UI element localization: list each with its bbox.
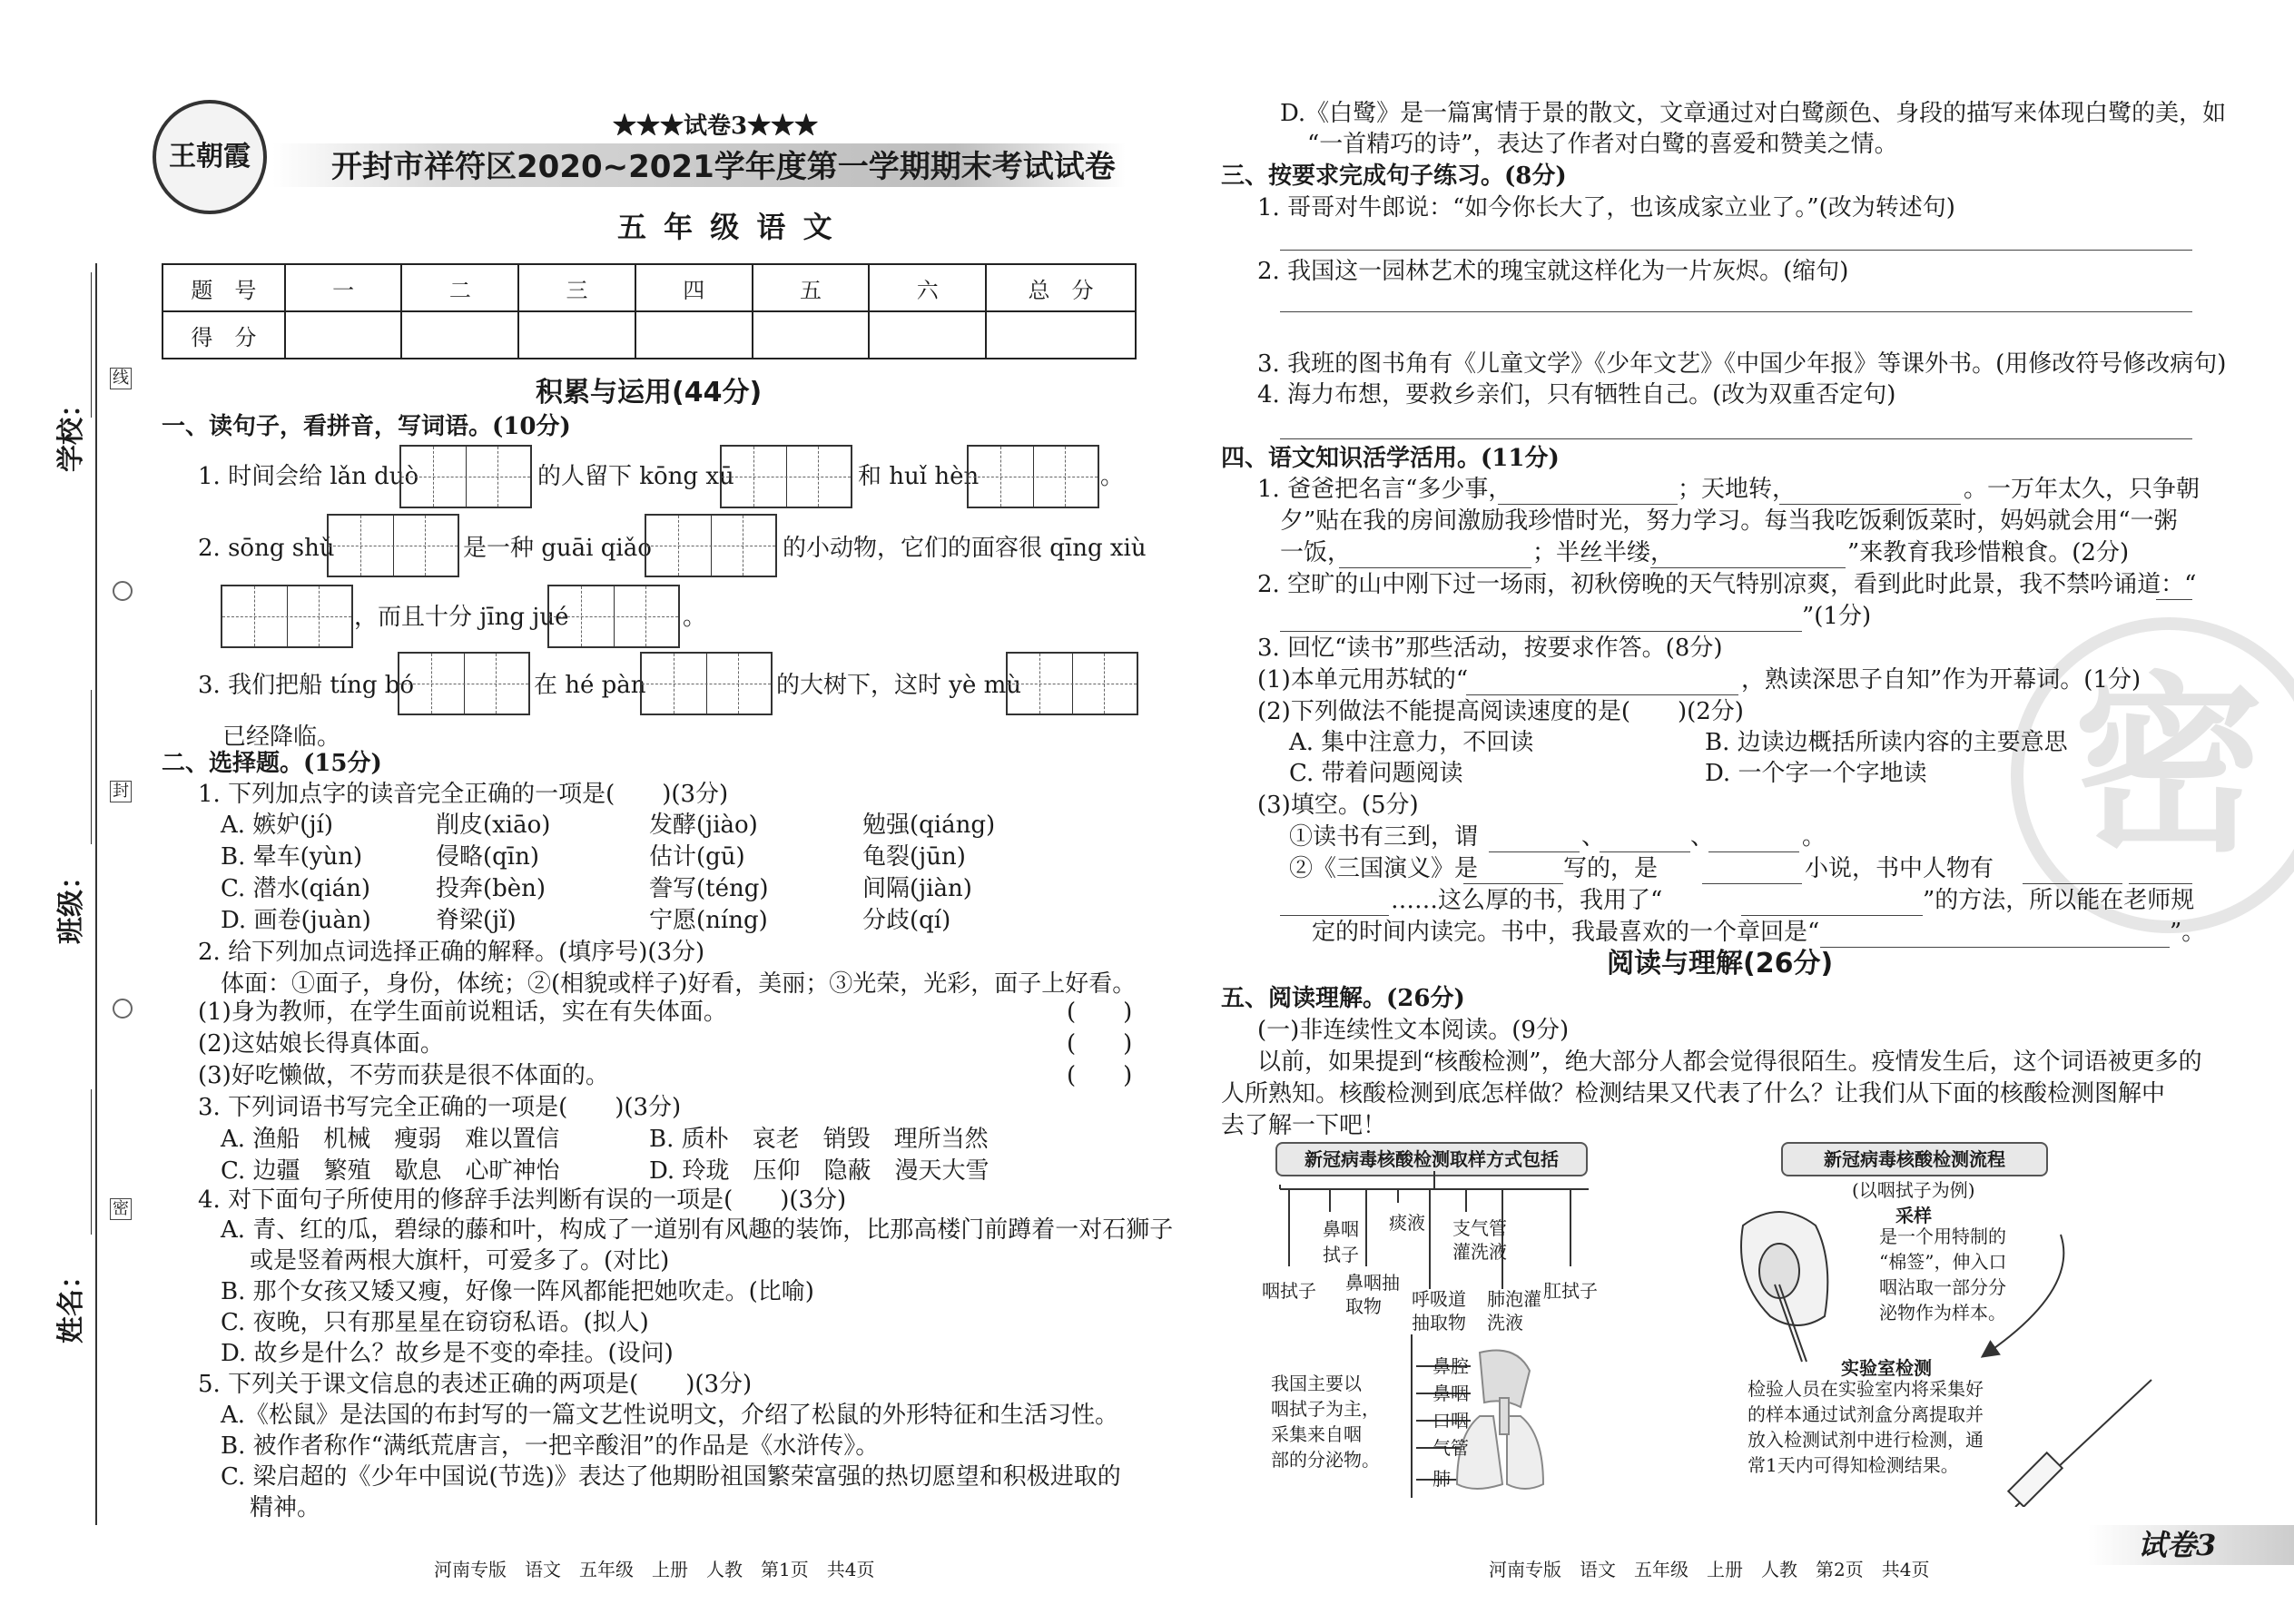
- sample-method: 肺泡灌洗液: [1487, 1288, 1541, 1334]
- sample-method: 痰液: [1389, 1212, 1425, 1234]
- answer-paren[interactable]: ( ): [1067, 1030, 1133, 1058]
- note-line: 咽拭子为主，: [1271, 1398, 1380, 1420]
- q3-3: 3. 我班的图书角有《儿童文学》《少年文艺》《中国少年报》等课外书。(用修改符号修改病句): [1257, 350, 2227, 378]
- organ-label: 肺: [1433, 1468, 1451, 1490]
- q1-line1c: 和 huǐ hèn: [858, 463, 980, 490]
- sample-method: 咽拭子: [1262, 1280, 1316, 1302]
- brand-logo: 王朝霞: [153, 100, 267, 214]
- passage-line: 去了解一下吧！: [1221, 1112, 1387, 1139]
- footer-left: 河南专版 语文 五年级 上册 人教 第1页 共4页: [434, 1559, 875, 1580]
- option: C. 夜晚，只有那星星在窃窃私语。(拟人): [221, 1309, 649, 1336]
- q1-line2b: 是一种 guāi qiǎo: [463, 535, 652, 562]
- fill-blank[interactable]: [1466, 694, 1738, 695]
- fill2b: 写的，是: [1563, 855, 1659, 882]
- char-box[interactable]: [1006, 652, 1138, 715]
- option: 估计(gū): [649, 843, 745, 871]
- q4-3-3: (3)填空。(5分): [1257, 792, 1419, 819]
- option: A. 嫉妒(jí): [221, 812, 333, 839]
- answer-line[interactable]: [1280, 250, 2192, 251]
- q3-1: 1. 哥哥对牛郎说：“如今你长大了，也该成家立业了。”(改为转述句): [1257, 194, 1955, 221]
- fill-blank[interactable]: [1600, 851, 1690, 852]
- score-cell[interactable]: [285, 311, 402, 359]
- char-box[interactable]: [720, 445, 852, 508]
- subject-title: 五 年 级 语 文: [617, 210, 836, 244]
- option: C. 带着问题阅读: [1289, 760, 1463, 787]
- fill-blank[interactable]: [1339, 567, 1531, 568]
- fill3b: ”的方法，所以能在老师规: [1923, 887, 2195, 914]
- option: 勉强(qiáng): [862, 812, 996, 839]
- q4-2b: ”(1分): [1802, 603, 1872, 630]
- option: 发酵(jiào): [649, 812, 758, 839]
- q5-sub: (一)非连续性文本阅读。(9分): [1257, 1017, 1570, 1044]
- q4-3-1b: ，熟读深思子自知”作为开幕词。(1分): [1741, 666, 2141, 694]
- char-box[interactable]: [640, 652, 773, 715]
- score-cell[interactable]: [986, 311, 1136, 359]
- q3-4: 4. 海力布想，要救乡亲们，只有牺牲自己。(改为双重否定句): [1257, 381, 1896, 408]
- q1-line2a: 2. sōng shǔ: [198, 535, 335, 562]
- q4-1f: ；半丝半缕，: [1532, 539, 1675, 566]
- option-cont: 精神。: [250, 1494, 321, 1521]
- school-label: 学校：: [55, 390, 87, 472]
- q4-3-2: (2)下列做法不能提高阅读速度的是( )(2分): [1257, 698, 1744, 725]
- option: C. 边疆 繁殖 歇息 心旷神怡: [221, 1157, 560, 1185]
- note-line: 采集来自咽: [1271, 1423, 1362, 1445]
- score-cell[interactable]: [635, 311, 753, 359]
- option: B. 那个女孩又矮又瘦，好像一阵风都能把她吹走。(比喻): [221, 1278, 814, 1305]
- q4-3-1a: (1)本单元用苏轼的“: [1257, 666, 1469, 694]
- option: A. 青、红的瓜，碧绿的藤和叶，构成了一道别有风趣的装饰，比那高楼门前蹲着一对石狮子: [221, 1216, 1174, 1244]
- q4-1e: 一饭，: [1280, 539, 1352, 566]
- sample-method: 支气管灌洗液: [1452, 1217, 1507, 1263]
- score-cell[interactable]: [518, 311, 635, 359]
- step-line: 泌物作为样本。: [1879, 1302, 2006, 1324]
- organ-label: 鼻咽: [1433, 1383, 1469, 1404]
- step2-title: 实验室检测: [1841, 1357, 1932, 1379]
- q2-s4: 4. 对下面句子所使用的修辞手法判断有误的一项是( )(3分): [198, 1186, 847, 1214]
- option: 龟裂(jūn): [862, 843, 966, 871]
- fill-blank[interactable]: [1280, 915, 1389, 916]
- paper-tag: 试卷3: [2138, 1528, 2217, 1562]
- option: 侵略(qīn): [436, 843, 539, 871]
- q4-3: 3. 回忆“读书”那些活动，按要求作答。(8分): [1257, 635, 1723, 662]
- series-label: ★★★试卷3★★★: [613, 113, 819, 140]
- score-table: 题 号 一 二 三 四 五 六 总 分 得 分: [162, 263, 1137, 359]
- fill-blank[interactable]: [2156, 599, 2192, 600]
- fill-blank[interactable]: [1463, 883, 1563, 884]
- step-line: 检验人员在实验室内将采集好: [1748, 1378, 1984, 1400]
- q2-s5-d: D.《白鹭》是一篇寓情于景的散文，文章通过对白鹭颜色、身段的描写来体现白鹭的美，如: [1280, 100, 2227, 127]
- q5-heading: 五、阅读理解。(26分): [1221, 985, 1465, 1012]
- fill-blank[interactable]: [1280, 631, 1802, 632]
- option: 脊梁(jǐ): [436, 907, 517, 934]
- fill3a: ……这么厚的书，我用了“: [1391, 887, 1663, 914]
- char-box[interactable]: [547, 585, 680, 648]
- option: D. 一个字一个字地读: [1705, 760, 1927, 787]
- binding-hole-1: [113, 581, 133, 601]
- q1-line4c: 的大树下，这时 yè mù: [776, 672, 1022, 699]
- sample-method: 鼻咽抽取物: [1345, 1272, 1400, 1317]
- q2-heading: 二、选择题。(15分): [162, 750, 382, 777]
- option: C. 梁启超的《少年中国说(节选)》表达了他期盼祖国繁荣富强的热切愿望和积极进取的: [221, 1463, 1121, 1491]
- fill1c: 、: [1690, 823, 1715, 851]
- q2-s3: 3. 下列词语书写完全正确的一项是( )(3分): [198, 1094, 682, 1121]
- q1-line1d: 。: [1100, 463, 1125, 490]
- step-line: “棉签”，伸入口: [1879, 1251, 2007, 1273]
- fill-blank[interactable]: [2023, 883, 2122, 884]
- char-box[interactable]: [221, 585, 353, 648]
- q1-line2c: 的小动物，它们的面容很 qīng xiù: [783, 535, 1147, 562]
- option: B. 晕车(yùn): [221, 843, 363, 871]
- score-cell[interactable]: [753, 311, 870, 359]
- q1-line1b: 的人留下 kōng xū: [537, 463, 734, 490]
- option: C. 潜水(qián): [221, 875, 370, 902]
- score-cell[interactable]: [401, 311, 518, 359]
- fill2c: 小说，书中人物有: [1805, 855, 1994, 882]
- note-line: 部的分泌物。: [1271, 1449, 1380, 1471]
- char-box[interactable]: [967, 445, 1099, 508]
- section-title-1: 积累与运用(44分): [536, 377, 763, 408]
- score-cell[interactable]: [869, 311, 986, 359]
- q4-heading: 四、语文知识活学活用。(11分): [1221, 445, 1560, 472]
- fill-blank[interactable]: [1741, 915, 1923, 916]
- char-box[interactable]: [398, 652, 530, 715]
- option: D. 画卷(juàn): [221, 907, 371, 934]
- q2-s1: 1. 下列加点字的读音完全正确的一项是( )(3分): [198, 781, 729, 808]
- sample-method: 肛拭子: [1543, 1280, 1598, 1302]
- option: B. 被作者称作“满纸荒唐言，一把辛酸泪”的作品是《水浒传》。: [221, 1432, 880, 1460]
- passage-line: 人所熟知。核酸检测到底怎样做？检测结果又代表了什么？让我们从下面的核酸检测图解中: [1221, 1080, 2166, 1107]
- option: B. 边读边概括所读内容的主要意思: [1705, 729, 2068, 756]
- q4-1c: 。一万年太久，只争朝: [1964, 476, 2200, 503]
- q2-s2-item: (1)身为教师，在学生面前说粗话，实在有失体面。: [198, 999, 727, 1026]
- fill1a: ①读书有三到，谓: [1289, 823, 1479, 851]
- q2-s5: 5. 下列关于课文信息的表述正确的两项是( )(3分): [198, 1371, 753, 1398]
- diagram2-title: 新冠病毒核酸检测流程: [1781, 1142, 2048, 1176]
- q1-line3b: 。: [683, 604, 707, 631]
- stamp-watermark: 密: [2011, 617, 2294, 933]
- option: A. 渔船 机械 瘦弱 难以置信: [221, 1126, 560, 1153]
- organ-label: 气管: [1433, 1437, 1469, 1459]
- option: D. 玲珑 压仰 隐蔽 漫天大雪: [649, 1157, 989, 1185]
- q4-1b: ；天地转，: [1678, 476, 1797, 503]
- fill-blank[interactable]: [1650, 567, 1846, 568]
- q4-1a: 1. 爸爸把名言“多少事，: [1257, 476, 1512, 503]
- q4-1g: ”来教育我珍惜粮食。(2分): [1847, 539, 2130, 566]
- seal-char: 封: [110, 781, 132, 802]
- passage-line: 以前，如果提到“核酸检测”，绝大部分人都会觉得很陌生。疫情发生后，这个词语被更多的: [1257, 1048, 2202, 1076]
- binding-line: [95, 263, 97, 1525]
- class-label: 班级：: [55, 862, 87, 944]
- fill2a: ②《三国演义》是: [1289, 855, 1479, 882]
- name-label: 姓名：: [55, 1262, 87, 1343]
- answer-paren[interactable]: ( ): [1067, 999, 1133, 1026]
- answer-line[interactable]: [1280, 311, 2192, 312]
- mi-char: 密: [110, 1198, 132, 1220]
- diagram2-subtitle: (以咽拭子为例): [1852, 1179, 1975, 1201]
- step-line: 的样本通过试剂盒分离提取并: [1748, 1403, 1984, 1425]
- q1-line4a: 3. 我们把船 tíng bó: [198, 672, 415, 699]
- binding-hole-2: [113, 999, 133, 1019]
- q2-s2: 2. 给下列加点词选择正确的解释。(填序号)(3分): [198, 939, 705, 966]
- option: D. 故乡是什么？故乡是不变的牵挂。(设问): [221, 1340, 674, 1367]
- organ-label: 鼻腔: [1433, 1355, 1469, 1377]
- fill4b: ”。: [2170, 919, 2206, 946]
- q2-s2-def: 体面：①面子，身份，体统；②(相貌或样子)好看，美丽；③光荣，光彩，面子上好看。: [221, 970, 1137, 998]
- exam-title: 开封市祥符区2020~2021学年度第一学期期末考试试卷: [331, 149, 1116, 185]
- q4-1d: 夕”贴在我的房间激励我珍惜时光，努力学习。每当我吃饭剩饭菜时，妈妈就会用“一粥: [1280, 507, 2178, 535]
- option: 间隔(jiàn): [862, 875, 972, 902]
- char-box[interactable]: [327, 514, 459, 577]
- q2-s5-d-cont: “一首精巧的诗”，表达了作者对白鹭的喜爱和赞美之情。: [1307, 131, 1898, 158]
- option: 分歧(qí): [862, 907, 951, 934]
- diagram1-title: 新冠病毒核酸检测取样方式包括: [1275, 1142, 1588, 1176]
- q1-heading: 一、读句子，看拼音，写词语。(10分): [162, 413, 571, 440]
- sample-method: 鼻咽拭子: [1323, 1218, 1359, 1265]
- q3-2: 2. 我国这一园林艺术的瑰宝就这样化为一片灰烬。(缩句): [1257, 258, 1849, 285]
- fill-blank[interactable]: [2129, 883, 2192, 884]
- fill1d: 。: [1802, 823, 1826, 851]
- step-line: 放入检测试剂中进行检测，通: [1748, 1429, 1984, 1451]
- fill4a: 定的时间内读完。书中，我最喜欢的一个章回是“: [1312, 919, 1820, 946]
- char-box[interactable]: [645, 514, 777, 577]
- option: B. 质朴 哀老 销毁 理所当然: [649, 1126, 989, 1153]
- q2-s2-item: (3)好吃懒做，不劳而获是很不体面的。: [198, 1062, 609, 1089]
- option: A. 集中注意力，不回读: [1289, 729, 1534, 756]
- step-line: 咽沾取一部分分: [1879, 1276, 2006, 1298]
- option-cont: 或是竖着两根大旗杆，可爱多了。(对比): [250, 1247, 670, 1275]
- option: 宁愿(níng): [649, 907, 768, 934]
- footer-right: 河南专版 语文 五年级 上册 人教 第2页 共4页: [1489, 1559, 1930, 1580]
- sample-method: 呼吸道抽取物: [1412, 1288, 1466, 1334]
- fill1b: 、: [1581, 823, 1606, 851]
- answer-line[interactable]: [1280, 438, 2192, 439]
- q3-heading: 三、按要求完成句子练习。(8分): [1221, 162, 1567, 190]
- option: A.《松鼠》是法国的布封写的一篇文艺性说明文，介绍了松鼠的外形特征和生活习性。: [221, 1402, 1119, 1429]
- q1-line4b: 在 hé pàn: [534, 672, 646, 699]
- char-box[interactable]: [399, 445, 532, 508]
- q2-s2-item: (2)这姑娘长得真体面。: [198, 1030, 444, 1058]
- fill-blank[interactable]: [1702, 883, 1802, 884]
- option: 誊写(téng): [649, 875, 769, 902]
- fill-blank[interactable]: [1708, 851, 1799, 852]
- line-char: 线: [110, 368, 132, 389]
- q1-line3a: ，而且十分 jīng jué: [354, 604, 569, 631]
- step1-title: 采样: [1895, 1205, 1932, 1226]
- q4-2a: 2. 空旷的山中刚下过一场雨，初秋傍晚的天气特别凉爽，看到此时此景，我不禁吟诵道：“: [1257, 571, 2197, 598]
- q1-line1a: 1. 时间会给 lǎn duò: [198, 463, 419, 490]
- fill-blank[interactable]: [1498, 504, 1678, 505]
- step-line: 常1天内可得知检测结果。: [1748, 1454, 1959, 1476]
- note-line: 我国主要以: [1271, 1373, 1362, 1394]
- step-line: 是一个用特制的: [1879, 1225, 2006, 1247]
- option: 削皮(xiāo): [436, 812, 551, 839]
- section-title-2: 阅读与理解(26分): [1607, 948, 1834, 979]
- answer-paren[interactable]: ( ): [1067, 1062, 1133, 1089]
- organ-label: 口咽: [1433, 1410, 1469, 1432]
- fill-blank[interactable]: [1779, 504, 1961, 505]
- fill-blank[interactable]: [1489, 851, 1580, 852]
- q1-line5: 已经降临。: [222, 723, 341, 751]
- option: 投奔(bèn): [436, 875, 546, 902]
- fill-blank[interactable]: [1820, 947, 2170, 948]
